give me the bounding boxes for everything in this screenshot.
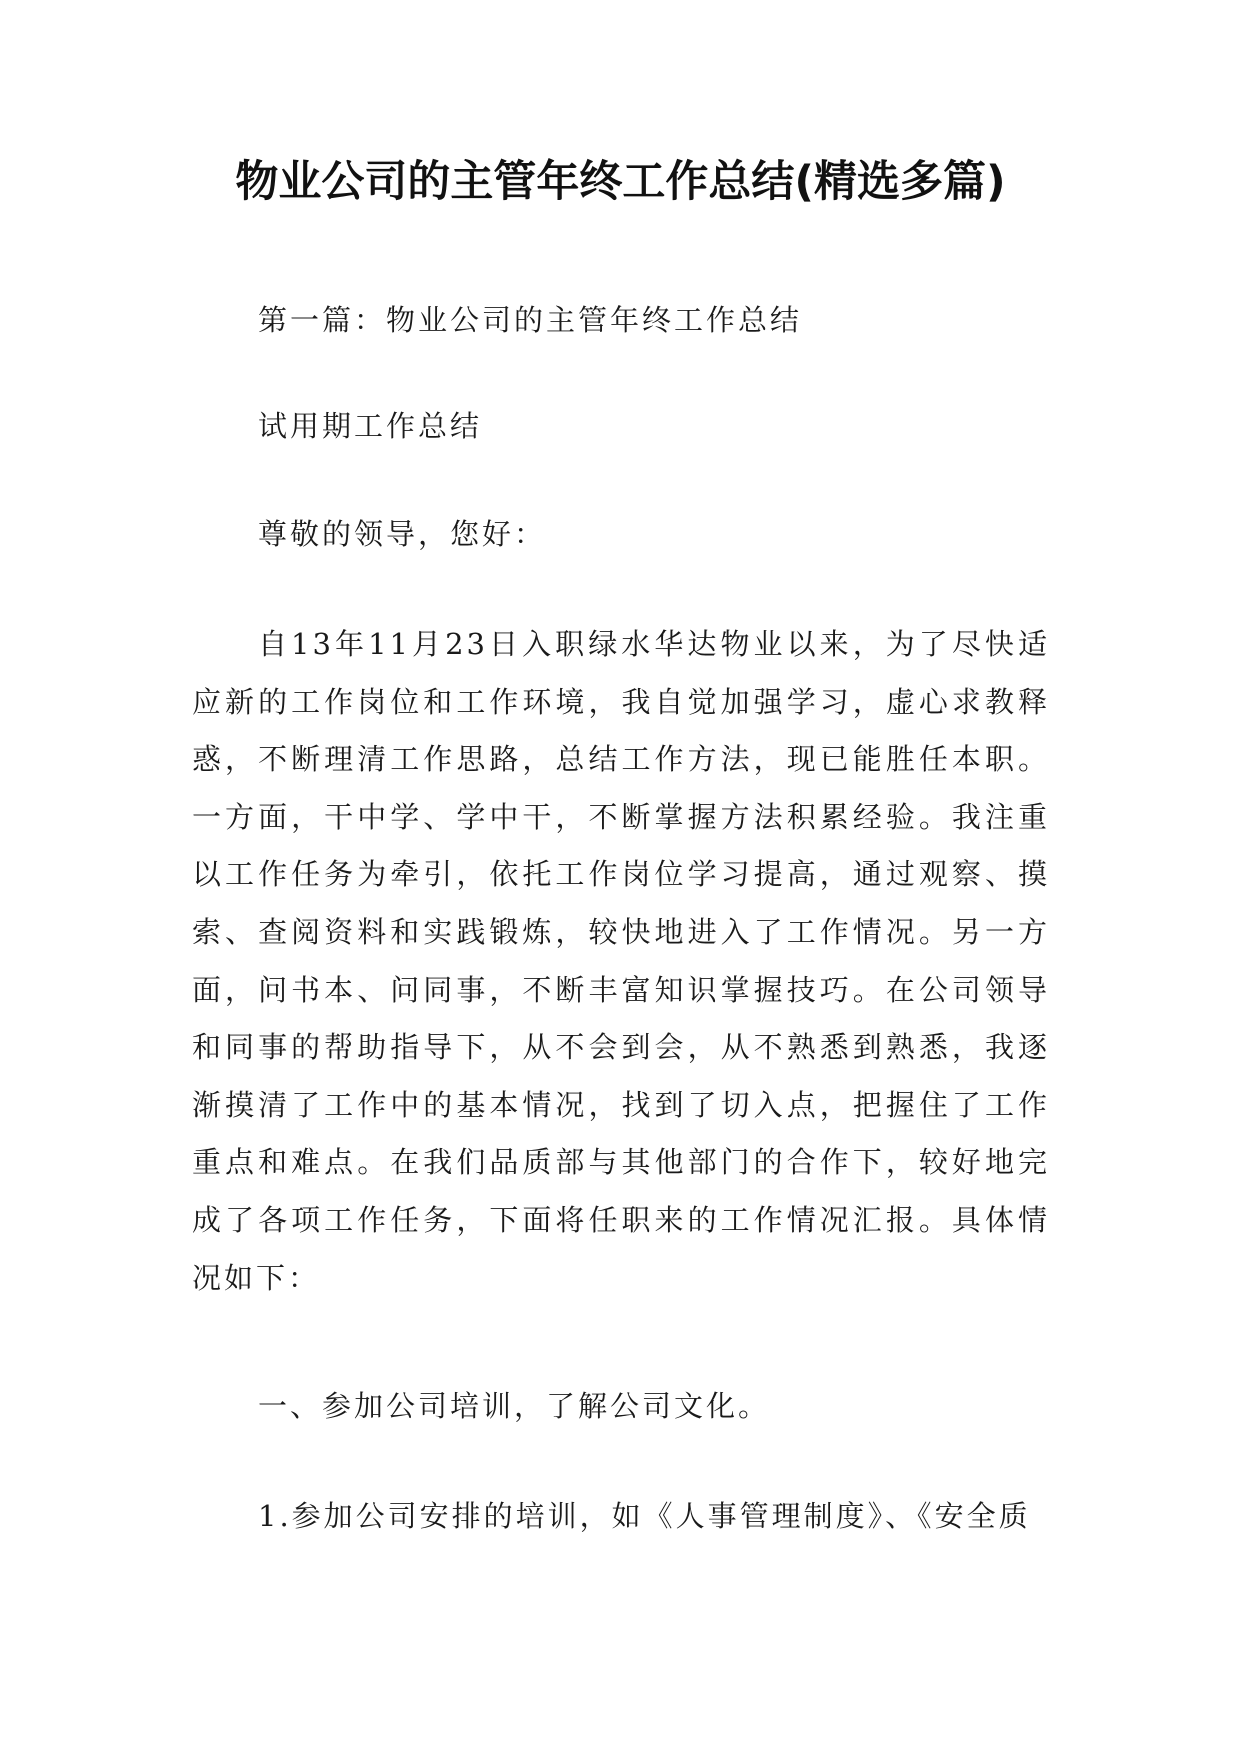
section-subtitle: 试用期工作总结 xyxy=(258,409,483,443)
greeting-line: 尊敬的领导，您好： xyxy=(258,517,547,551)
document-title: 物业公司的主管年终工作总结(精选多篇) xyxy=(235,157,1006,207)
body-paragraph: 自13年11月23日入职绿水华达物业以来，为了尽快适应新的工作岗位和工作环境，我自觉加强学习，虚心求教释惑，不断理清工作思路，总结工作方法，现已能胜任本职。一方面，干中学、学中干，不断掌握方法积累经验。我注重以工作任务为牵引，依托工作岗位学习提高，通过观察、摸索、查阅资料和实践锻炼，较快地进入了工作情况。另一方面，问书本、问同事，不断丰富知识掌握技巧。在公司领导和同事的帮助指导下，从不会到会，从不熟悉到熟悉，我逐渐摸清了工作中的基本情况，找到了切入点，把握住了工作重点和难点。在我们品质部与其他部门的合作下，较好地完成了各项工作任务，下面将任职来的工作情况汇报。具体情况如下： xyxy=(192,627,1050,1295)
list-item: 1.参加公司安排的培训，如《人事管理制度》、《安全质 xyxy=(258,1499,1031,1533)
chapter-heading: 第一篇：物业公司的主管年终工作总结 xyxy=(258,303,803,337)
section-heading: 一、参加公司培训，了解公司文化。 xyxy=(258,1389,771,1423)
